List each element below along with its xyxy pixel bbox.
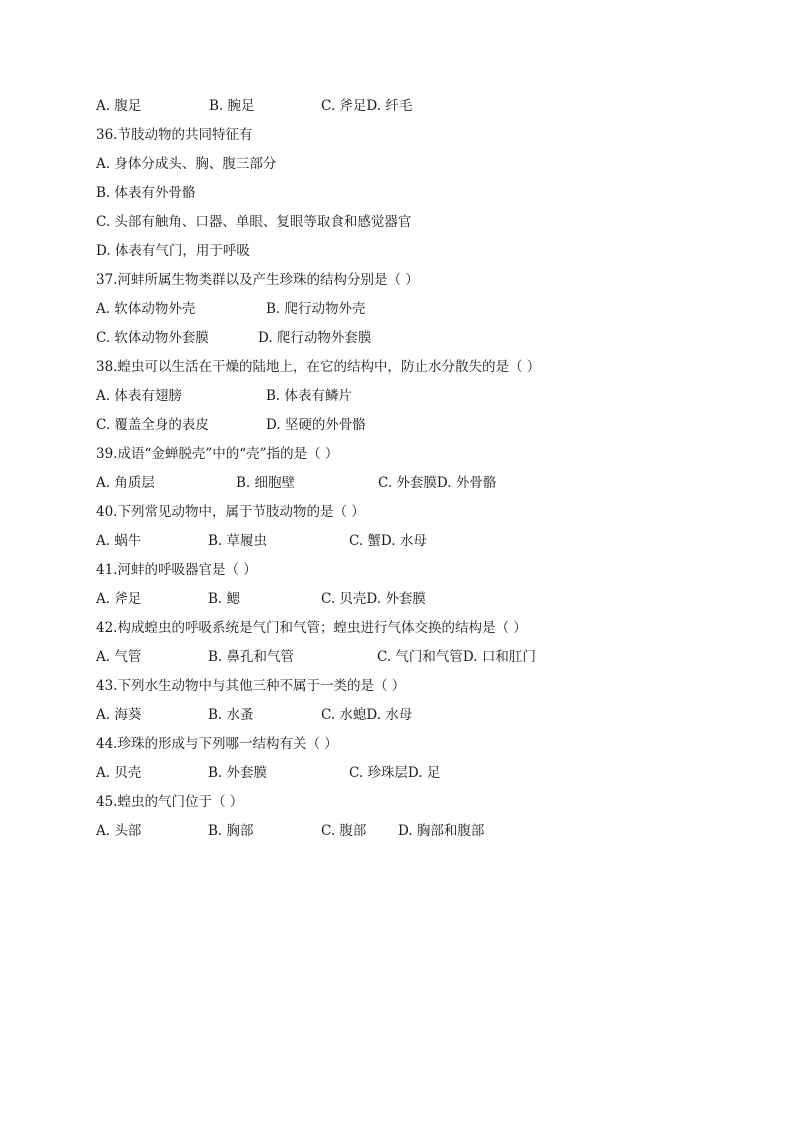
option-b: B. 水蚤 [208,707,254,723]
question-line [96,501,736,530]
option-a: A. 软体动物外壳 [96,301,196,317]
option-c: C. 软体动物外套膜 [96,330,209,346]
option-d: D. 坚硬的外骨骼 [266,417,366,433]
option-a: A. 斧足 [96,591,142,607]
answer-options-line [96,820,736,849]
question-38-text: 38.蝗虫可以生活在干燥的陆地上，在它的结构中，防止水分散失的是（ ） [96,359,541,375]
question-line [96,791,736,820]
question-document [96,95,736,849]
question-line [96,675,736,704]
answer-options-line [96,704,736,733]
option-b: B. 胸部 [208,823,254,839]
option-a: A. 腹足 [96,98,142,114]
question-44-text: 44.珍珠的形成与下列哪一结构有关（ ） [96,736,338,752]
option-b: B. 鼻孔和气管 [208,649,295,665]
question-42-text: 42.构成蝗虫的呼吸系统是气门和气管；蝗虫进行气体交换的结构是（ ） [96,620,527,636]
option-b: B. 鳃 [208,591,241,607]
question-45-text: 45.蝗虫的气门位于（ ） [96,794,244,810]
option-c-d: C. 斧足D. 纤毛 [321,98,413,114]
answer-options-line [96,95,736,124]
answer-line [96,182,736,211]
option-b: B. 外套膜 [208,765,268,781]
question-line [96,269,736,298]
answer-options-line [96,298,736,327]
question-line [96,617,736,646]
answer-options-line [96,646,736,675]
option-b: B. 草履虫 [208,533,268,549]
question-39-text: 39.成语“金蝉脱壳”中的“壳”指的是（ ） [96,446,339,462]
option-c: C. 腹部 [321,823,367,839]
option-a: A. 体表有翅膀 [96,388,182,404]
option-c-d: C. 贝壳D. 外套膜 [321,591,426,607]
option-d: D. 爬行动物外套膜 [258,330,372,346]
option-b: B. 体表有鳞片 [266,388,353,404]
option-d: D. 胸部和腹部 [398,823,485,839]
option-b: B. 腕足 [209,98,255,114]
option-a: A. 头部 [96,823,142,839]
answer-options-line [96,530,736,559]
option-b: B. 体表有外骨骼 [96,185,196,201]
answer-options-line [96,414,736,443]
option-a: A. 海葵 [96,707,142,723]
question-43-text: 43.下列水生动物中与其他三种不属于一类的是（ ） [96,678,406,694]
question-40-text: 40.下列常见动物中，属于节肢动物的是（ ） [96,504,365,520]
question-line [96,124,736,153]
answer-line [96,240,736,269]
option-a: A. 气管 [96,649,142,665]
question-41-text: 41.河蚌的呼吸器官是（ ） [96,562,257,578]
question-36-text: 36.节肢动物的共同特征有 [96,127,253,143]
answer-options-line [96,385,736,414]
option-c-d: C. 水螅D. 水母 [321,707,413,723]
option-b: B. 爬行动物外壳 [266,301,366,317]
option-c-d: C. 气门和气管D. 口和肛门 [377,649,536,665]
option-a: A. 蜗牛 [96,533,142,549]
option-b: B. 细胞壁 [236,475,296,491]
option-c: C. 头部有触角、口器、单眼、复眼等取食和感觉器官 [96,214,412,230]
answer-options-line [96,588,736,617]
question-line [96,559,736,588]
option-a: A. 角质层 [96,475,155,491]
option-a: A. 身体分成头、胸、腹三部分 [96,156,277,172]
option-c: C. 覆盖全身的表皮 [96,417,209,433]
option-c-d: C. 珍珠层D. 足 [349,765,441,781]
option-a: A. 贝壳 [96,765,142,781]
answer-line [96,153,736,182]
option-c-d: C. 蟹D. 水母 [349,533,427,549]
answer-options-line [96,472,736,501]
option-c-d: C. 外套膜D. 外骨骼 [378,475,497,491]
question-37-text: 37.河蚌所属生物类群以及产生珍珠的结构分别是（ ） [96,272,419,288]
answer-line [96,211,736,240]
answer-options-line [96,327,736,356]
answer-options-line [96,762,736,791]
question-line [96,733,736,762]
question-line [96,356,736,385]
question-line [96,443,736,472]
option-d: D. 体表有气门，用于呼吸 [96,243,250,259]
